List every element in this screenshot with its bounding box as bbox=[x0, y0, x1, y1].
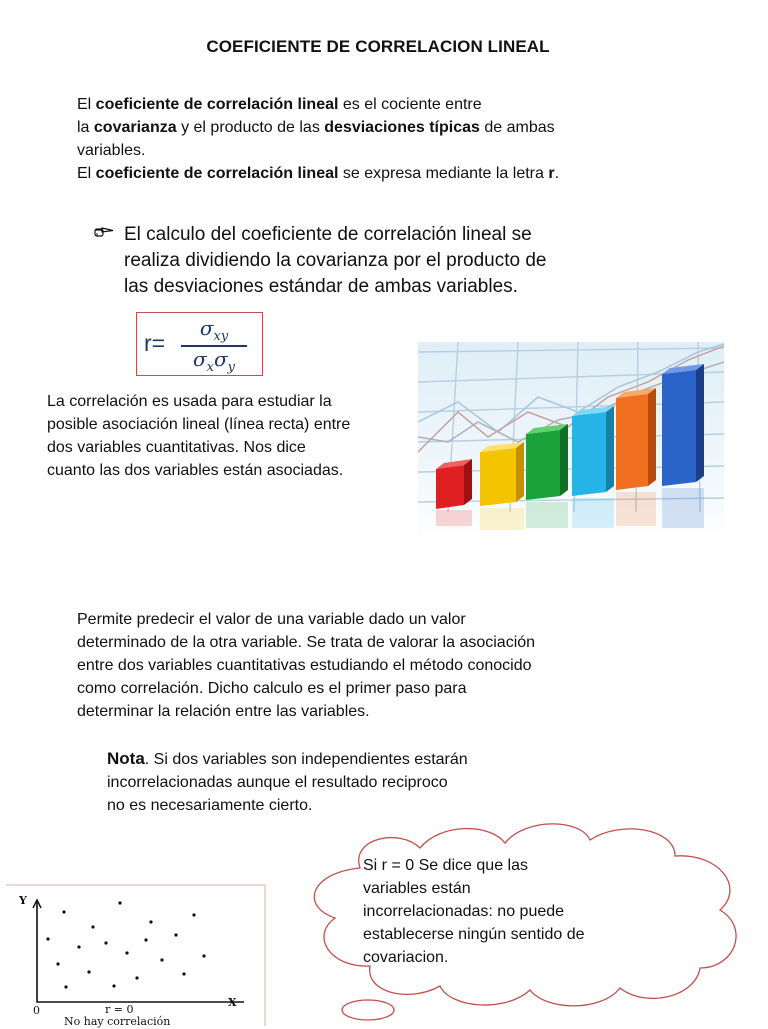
intro-paragraph bbox=[77, 93, 697, 185]
x-axis-label: X bbox=[228, 996, 237, 1009]
intro-line-4: El coeficiente de correlación lineal se expresa mediante la letra r. bbox=[77, 165, 560, 182]
origin-label: 0 bbox=[33, 1004, 40, 1017]
formula-box bbox=[136, 312, 263, 376]
pointing-hand-icon bbox=[93, 225, 115, 244]
predict-line-2: determinado de la otra variable. Se trata de valorar la asociación bbox=[77, 634, 536, 651]
predict-line-4: como correlación. Dicho calculo es el primer paso para bbox=[77, 680, 467, 697]
correlation-line-4: cuanto las dos variables están asociadas. bbox=[47, 462, 344, 479]
correlation-line-1: La correlación es usada para estudiar la bbox=[47, 393, 332, 410]
predict-line-3: entre dos variables cuantitativas estudiando el método conocido bbox=[77, 657, 532, 674]
cloud-text bbox=[363, 854, 663, 969]
predict-line-5: determinar la relación entre las variables. bbox=[77, 703, 370, 720]
formula-lhs: r= bbox=[144, 330, 166, 356]
scatter-caption: No hay correlación bbox=[64, 1015, 171, 1028]
cloud-line-2: variables están bbox=[363, 880, 471, 897]
nota-line-1: Nota. Si dos variables son independientes estarán bbox=[107, 749, 468, 768]
nota-line-2: incorrelacionadas aunque el resultado reciproco bbox=[107, 774, 448, 791]
scatter-plot-illustration bbox=[6, 884, 266, 1026]
nota-line-3: no es necesariamente cierto. bbox=[107, 797, 313, 814]
bullet-paragraph bbox=[124, 222, 724, 300]
correlation-line-2: posible asociación lineal (línea recta) entre bbox=[47, 416, 351, 433]
bullet-line-1: El calculo del coeficiente de correlación lineal se bbox=[124, 224, 532, 245]
cloud-line-1: Si r = 0 Se dice que las bbox=[363, 857, 528, 874]
nota-label: Nota bbox=[107, 749, 145, 768]
intro-line-2: la covarianza y el producto de las desviaciones típicas de ambas bbox=[77, 119, 555, 136]
bullet-line-2: realiza dividiendo la covarianza por el producto de bbox=[124, 250, 547, 271]
intro-line-1: El coeficiente de correlación lineal es el cociente entre bbox=[77, 96, 482, 113]
correlation-paragraph bbox=[47, 390, 417, 482]
nota-paragraph bbox=[107, 747, 667, 817]
r-label: r = 0 bbox=[105, 1003, 134, 1016]
y-axis-label: Y bbox=[19, 894, 27, 907]
predict-paragraph bbox=[77, 608, 717, 723]
formula-numerator: $\sigma_{xy}$ bbox=[199, 316, 229, 344]
cloud-line-3: incorrelacionadas: no puede bbox=[363, 903, 565, 920]
page-title: COEFICIENTE DE CORRELACION LINEAL bbox=[206, 37, 550, 56]
predict-line-1: Permite predecir el valor de una variable dado un valor bbox=[77, 611, 466, 628]
scatter-points bbox=[46, 901, 205, 988]
bullet-line-3: las desviaciones estándar de ambas variables. bbox=[124, 276, 518, 297]
correlation-line-3: dos variables cuantitativas. Nos dice bbox=[47, 439, 306, 456]
bar-chart-illustration bbox=[418, 342, 724, 547]
formula-denominator: $\sigma_x\sigma_y$ bbox=[192, 347, 235, 375]
cloud-line-5: covariacion. bbox=[363, 949, 449, 966]
cloud-line-4: establecerse ningún sentido de bbox=[363, 926, 585, 943]
intro-line-3: variables. bbox=[77, 142, 146, 159]
